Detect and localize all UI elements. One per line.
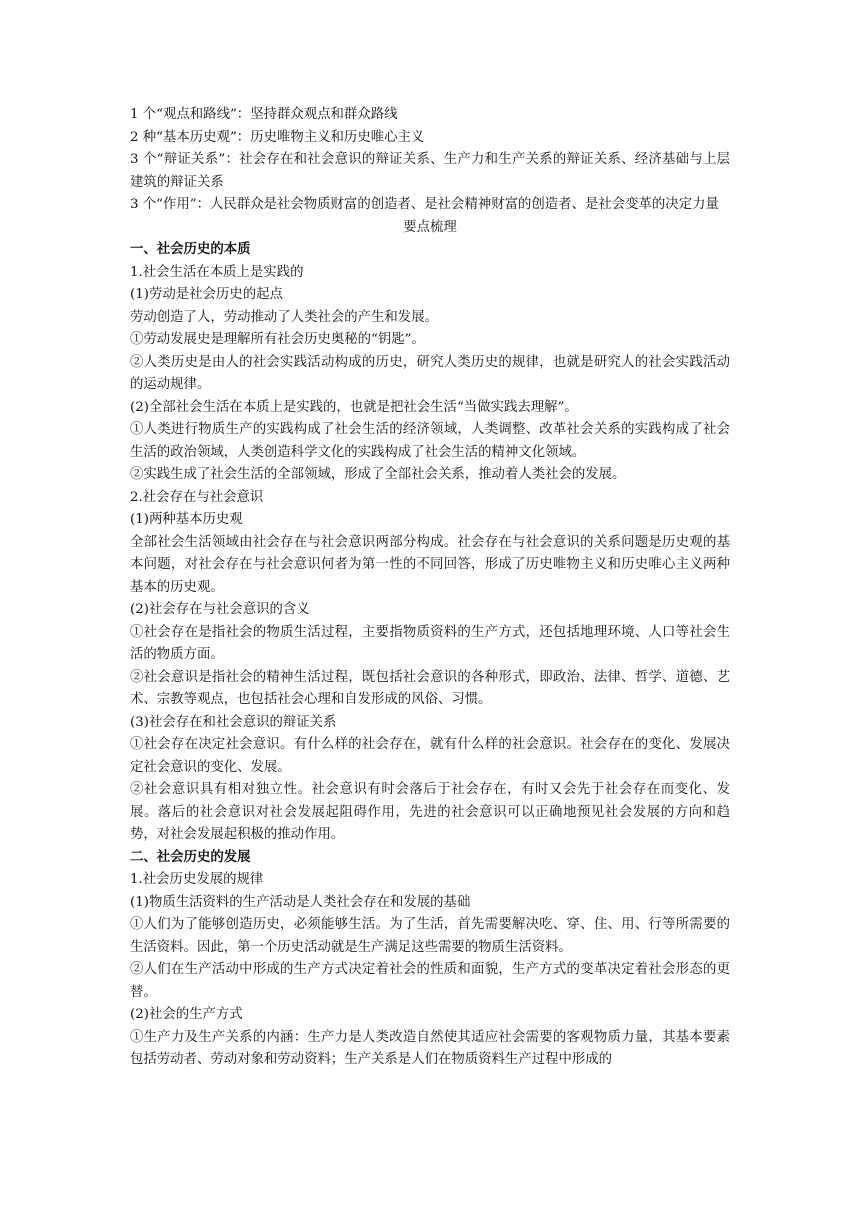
section-1-heading: 一、社会历史的本质 [130,242,251,257]
summary-line-1: 1 个“观点和路线”：坚持群众观点和群众路线 [130,107,398,122]
section-1-paragraph: ①社会存在是指社会的物质生活过程，主要指物质资料的生产方式，还包括地理环境、人口等社会生活的物质方面。 [130,624,730,662]
section-1-paragraph: ②人类历史是由人的社会实践活动构成的历史，研究人类历史的规律，也就是研究人的社会实践活动的运动规律。 [130,354,730,392]
section-2-paragraph: ②人们在生产活动中形成的生产方式决定着社会的性质和面貌，生产方式的变革决定着社会形态的更替。 [130,962,730,1000]
section-1-paragraph: 劳动创造了人，劳动推动了人类社会的产生和发展。 [130,309,438,325]
summary-line-4: 3 个“作用”：人民群众是社会物质财富的创造者、是社会精神财富的创造者、是社会变革的决定力量 [130,197,719,212]
section-2-paragraph: (1)物质生活资料的生产活动是人类社会存在和发展的基础 [130,894,471,910]
section-1-paragraph: 全部社会生活领域由社会存在与社会意识两部分构成。社会存在与社会意识的关系问题是历史观的基本问题，对社会存在与社会意识何者为第一性的不同回答，形成了历史唯物主义和历史唯心主义两种基本的历史观。 [130,534,730,595]
section-1-paragraph: (3)社会存在和社会意识的辩证关系 [130,714,337,730]
section-1-paragraph: 1.社会生活在本质上是实践的 [130,264,304,280]
summary-line-2: 2 种“基本历史观”：历史唯物主义和历史唯心主义 [130,129,425,145]
section-2-paragraph: 1.社会历史发展的规律 [130,872,264,887]
section-1-paragraph: ②社会意识是指社会的精神生活过程，既包括社会意识的各种形式，即政治、法律、哲学、道德、艺术、宗教等观点，也包括社会心理和自发形成的风俗、习惯。 [130,669,730,707]
section-1-paragraph: ①社会存在决定社会意识。有什么样的社会存在，就有什么样的社会意识。社会存在的变化、发展决定社会意识的变化、发展。 [130,737,730,775]
document-page [130,104,730,1072]
section-1-paragraph: (2)社会存在与社会意识的含义 [130,602,310,617]
section-1-paragraph: (2)全部社会生活在本质上是实践的，也就是把社会生活“当做实践去理解”。 [130,399,578,415]
outline-title: 要点梳理 [403,219,457,235]
section-2-paragraph: ①人们为了能够创造历史，必须能够生活。为了生活，首先需要解决吃、穿、住、用、行等所需要的生活资料。因此，第一个历史活动就是生产满足这些需要的物质生活资料。 [130,917,730,955]
section-2-paragraph: (2)社会的生产方式 [130,1007,243,1022]
section-1-paragraph: ②社会意识具有相对独立性。社会意识有时会落后于社会存在，有时又会先于社会存在而变化、发展。落后的社会意识对社会发展起阻碍作用，先进的社会意识可以正确地预见社会发展的方向和趋势，对社会发展起积极的推动作用。 [130,782,730,842]
summary-line-3: 3 个“辩证关系”：社会存在和社会意识的辩证关系、生产力和生产关系的辩证关系、经济基础与上层建筑的辩证关系 [130,152,730,190]
section-2-heading: 二、社会历史的发展 [130,849,251,865]
section-1-paragraph: ①人类进行物质生产的实践构成了社会生活的经济领域，人类调整、改革社会关系的实践构成了社会生活的政治领域，人类创造科学文化的实践构成了社会生活的精神文化领域。 [130,422,730,460]
section-1-paragraph: 2.社会存在与社会意识 [130,489,264,505]
section-1-paragraph: (1)两种基本历史观 [130,512,243,527]
section-1-paragraph: (1)劳动是社会历史的起点 [130,287,283,302]
section-2-paragraph: ①生产力及生产关系的内涵：生产力是人类改造自然使其适应社会需要的客观物质力量，其基本要素包括劳动者、劳动对象和劳动资料；生产关系是人们在物质资料生产过程中形成的 [130,1029,730,1067]
section-1-paragraph: ②实践生成了社会生活的全部领域，形成了全部社会关系，推动着人类社会的发展。 [130,467,626,482]
section-1-paragraph: ①劳动发展史是理解所有社会历史奥秘的“钥匙”。 [130,332,425,347]
